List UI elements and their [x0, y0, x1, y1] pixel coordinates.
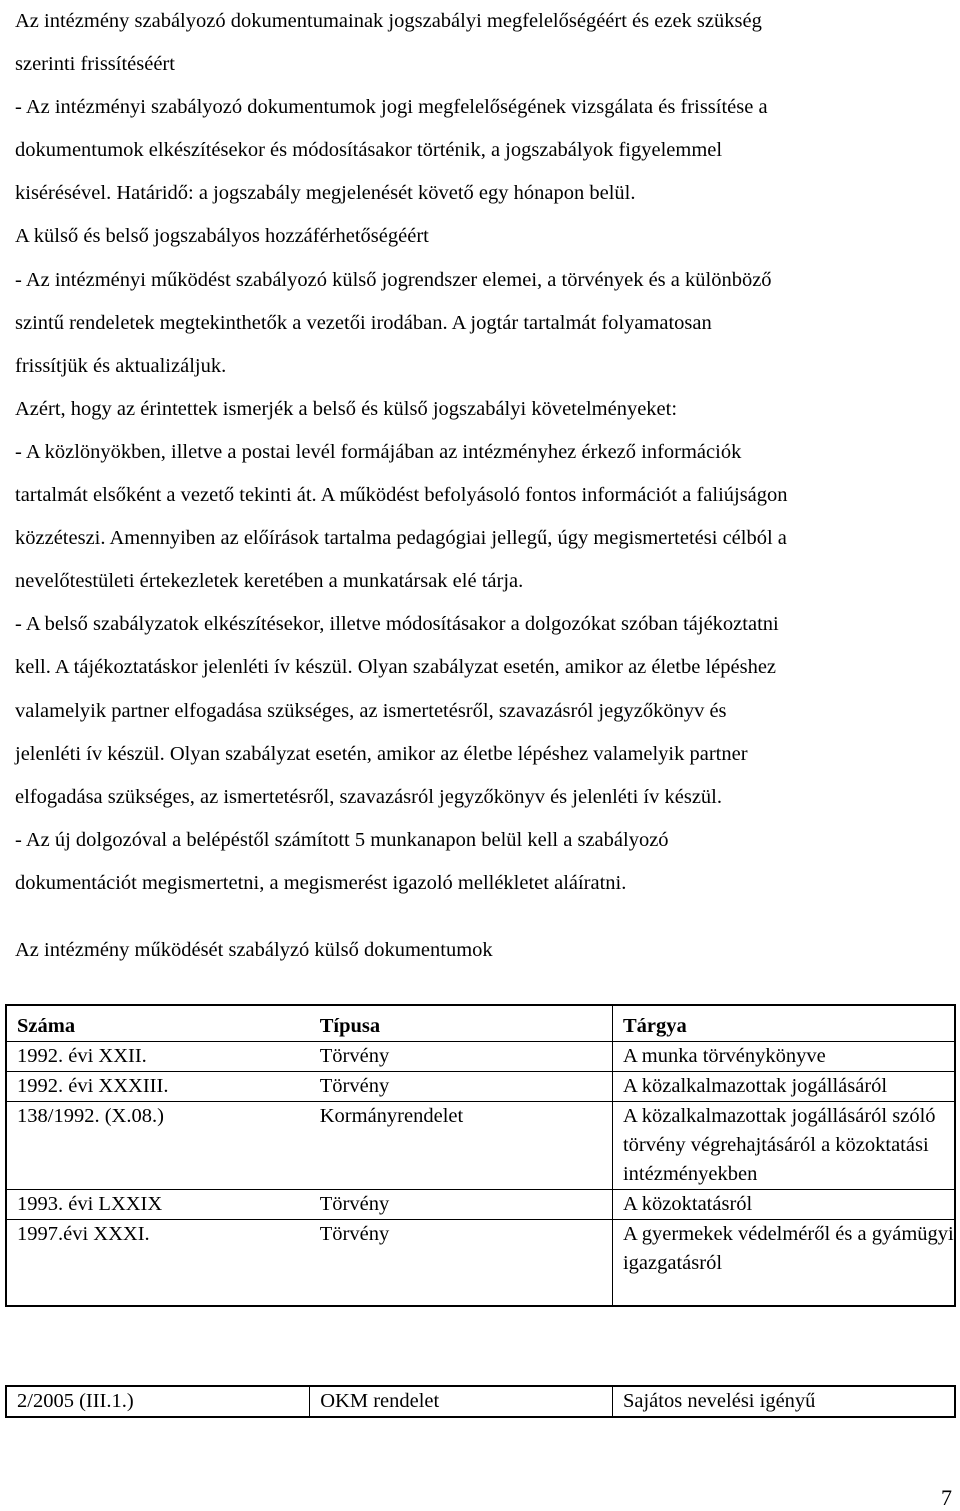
cell-subject: A munka törvénykönyve: [612, 1042, 955, 1072]
text-line: Azért, hogy az érintettek ismerjék a belső és külső jogszabályi követelményeket:: [15, 397, 678, 420]
section-title: Az intézmény működését szabályzó külső dokumentumok: [15, 939, 493, 961]
cell-type: OKM rendelet: [310, 1386, 613, 1417]
text-line: - Az intézményi szabályozó dokumentumok jogi megfelelőségének vizsgálata és frissítése a: [15, 96, 768, 119]
cell-number: 1993. évi LXXIX: [6, 1190, 310, 1220]
text-line: tartalmát elsőként a vezető tekinti át. A működést befolyásoló fontos információt a faliújságon: [15, 484, 788, 507]
table-row: [6, 1386, 955, 1417]
cell-subject: Sajátos nevelési igényű: [612, 1386, 955, 1417]
cell-subject: A közoktatásról: [612, 1190, 955, 1220]
table-row: [6, 1072, 955, 1102]
text-line: szerinti frissítéséért: [15, 53, 175, 76]
text-line: dokumentációt megismertetni, a megismerést igazoló mellékletet aláíratni.: [15, 871, 627, 894]
cell-number: 1992. évi XXXIII.: [6, 1072, 310, 1102]
header-cell-subject: Tárgya: [612, 1005, 955, 1042]
table-header-row: [6, 1005, 955, 1042]
header-cell-type: Típusa: [319, 1015, 381, 1037]
table-row: [6, 1042, 955, 1072]
cell-type: Kormányrendelet: [310, 1102, 613, 1190]
header-cell-number: Száma: [17, 1015, 76, 1037]
cell-number: 1997.évi XXXI.: [6, 1220, 310, 1307]
text-line: A külső és belső jogszabályos hozzáférhetőségéért: [15, 225, 429, 248]
page-number: 7: [941, 1485, 952, 1510]
cell-type: Törvény: [310, 1072, 613, 1102]
text-line: elfogadása szükséges, az ismertetésről, szavazásról jegyzőkönyv és jelenléti ív készül.: [15, 785, 722, 808]
cell-subject: A közalkalmazottak jogállásáról: [612, 1072, 955, 1102]
text-line: - Az intézményi működést szabályozó külső jogrendszer elemei, a törvények és a különböző: [15, 268, 772, 291]
cell-type: Törvény: [310, 1042, 613, 1072]
text-line: - Az új dolgozóval a belépéstől számított 5 munkanapon belül kell a szabályozó: [15, 828, 669, 851]
text-line: közzéteszi. Amennyiben az előírások tartalma pedagógiai jellegű, úgy megismertetési célból a: [15, 527, 787, 550]
text-line: frissítjük és aktualizáljuk.: [15, 354, 227, 377]
cell-subject: A közalkalmazottak jogállásáról szóló törvény végrehajtásáról a közoktatási intézményekben: [612, 1102, 955, 1190]
table-row: [6, 1190, 955, 1220]
table-row: [6, 1220, 955, 1307]
cell-number: 138/1992. (X.08.): [6, 1102, 310, 1190]
documents-table: [5, 1004, 956, 1307]
text-line: jelenléti ív készül. Olyan szabályzat esetén, amikor az életbe lépéshez valamelyik partner: [15, 742, 748, 765]
cell-type: Törvény: [310, 1190, 613, 1220]
text-line: Az intézmény szabályozó dokumentumainak jogszabályi megfelelőségéért és ezek szükség: [15, 10, 762, 32]
table-row: [6, 1102, 955, 1190]
text-line: - A belső szabályzatok elkészítésekor, illetve módosításakor a dolgozókat szóban tájékoztatni: [15, 613, 779, 636]
text-line: szintű rendeletek megtekinthetők a vezetői irodában. A jogtár tartalmát folyamatosan: [15, 311, 712, 334]
cell-type: Törvény: [310, 1220, 613, 1307]
cell-subject: A gyermekek védelméről és a gyámügyi igazgatásról: [612, 1220, 955, 1307]
text-line: - A közlönyökben, illetve a postai levél formájában az intézményhez érkező információk: [15, 440, 742, 463]
cell-number: 2/2005 (III.1.): [17, 1390, 134, 1412]
text-line: kell. A tájékoztatáskor jelenléti ív készül. Olyan szabályzat esetén, amikor az életbe lépéshez: [15, 656, 777, 679]
text-line: kisérésével. Határidő: a jogszabály megjelenését követő egy hónapon belül.: [15, 182, 636, 205]
body-text: [15, 0, 960, 905]
text-line: valamelyik partner elfogadása szükséges, az ismertetésről, szavazásról jegyzőkönyv és: [15, 699, 727, 722]
documents-table-continued: [5, 1385, 956, 1418]
text-line: dokumentumok elkészítésekor és módosításakor történik, a jogszabályok figyelemmel: [15, 139, 723, 162]
text-line: nevelőtestületi értekezletek keretében a munkatársak elé tárja.: [15, 570, 524, 593]
cell-number: 1992. évi XXII.: [6, 1042, 310, 1072]
